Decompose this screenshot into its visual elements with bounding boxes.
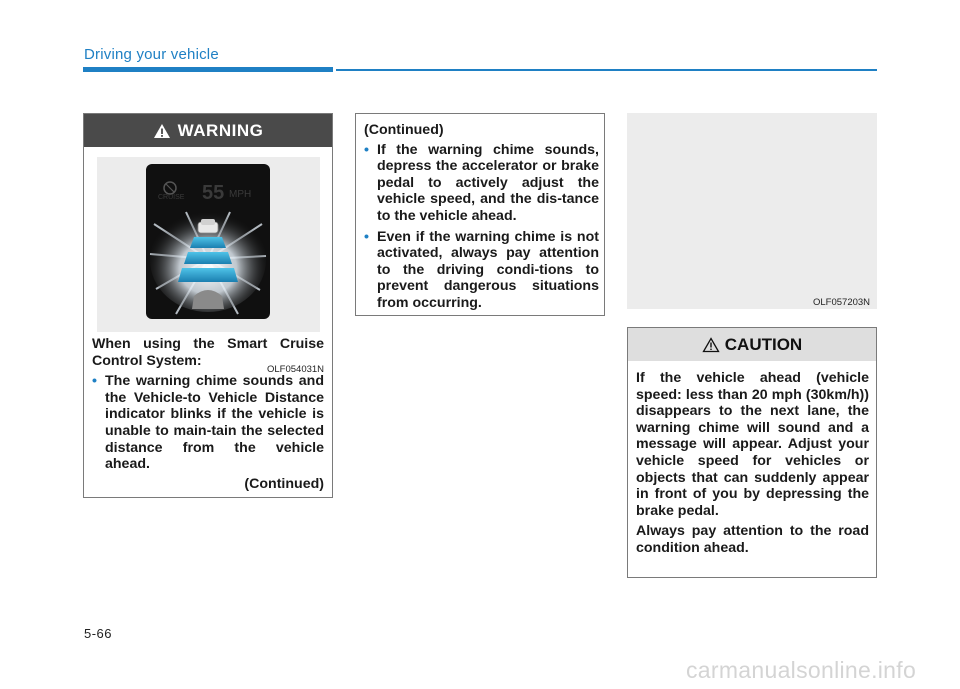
bullet-dot-icon: • <box>364 141 369 158</box>
page-number: 5-66 <box>84 626 113 641</box>
caution-body <box>636 370 869 561</box>
bullet-text: If the warning chime sounds, depress the accelerator or brake pedal to actively adjust the vehicle speed, and the dis-tance to the vehicle ahead. <box>377 141 599 224</box>
warning-body <box>92 336 324 492</box>
caution-header <box>628 328 876 361</box>
watermark: carmanualsonline.info <box>686 657 917 683</box>
section-title: Driving your vehicle <box>84 46 219 63</box>
bullet-item <box>364 142 599 225</box>
continued-box <box>355 113 605 316</box>
bullet-item <box>364 229 599 312</box>
caution-box <box>627 327 877 578</box>
cluster-mode: CRUISE <box>158 194 185 201</box>
continued-heading: (Continued) <box>364 122 444 138</box>
warning-triangle-icon <box>153 123 171 139</box>
header-rule-thick <box>83 67 333 72</box>
bullet-text: Even if the warning chime is not activated, always pay attention to the driving condi-tions to prevent dangerous situations from occurring. <box>377 228 599 311</box>
warning-title: WARNING <box>177 120 264 140</box>
bullet-text: The warning chime sounds and the Vehicle-to Vehicle Distance indicator blinks if the vehicle is unable to main-tain the selected distance from the vehicle ahead. <box>105 373 324 473</box>
header-rule-thin <box>336 69 877 71</box>
bullet-dot-icon: • <box>92 373 97 390</box>
warning-box <box>83 113 333 498</box>
caution-paragraph: If the vehicle ahead (vehicle speed: less than 20 mph (30km/h)) disappears to the next lane, the warning chime will sound and a message will appear. Adjust your vehicle speed for vehicles or objects that can suddenly appear in front of you by depressing the brake pedal. <box>636 370 869 519</box>
bullet-dot-icon: • <box>364 228 369 245</box>
continued-body <box>364 122 599 312</box>
figure-code: OLF057203N <box>813 297 871 308</box>
cluster-speed-unit: MPH <box>229 189 252 200</box>
figure-code: OLF054031N <box>267 364 325 375</box>
bullet-item <box>92 373 324 473</box>
figure-image <box>627 113 877 309</box>
continued-label: (Continued) <box>244 475 324 492</box>
caution-triangle-icon <box>702 337 720 353</box>
caution-paragraph: Always pay attention to the road condition ahead. <box>636 523 869 556</box>
cluster-speed: 55 <box>202 182 225 204</box>
instrument-cluster-display <box>146 164 270 319</box>
warning-header <box>84 114 332 147</box>
caution-title: CAUTION <box>724 334 803 354</box>
warning-intro: When using the Smart Cruise Control System: <box>92 336 324 369</box>
